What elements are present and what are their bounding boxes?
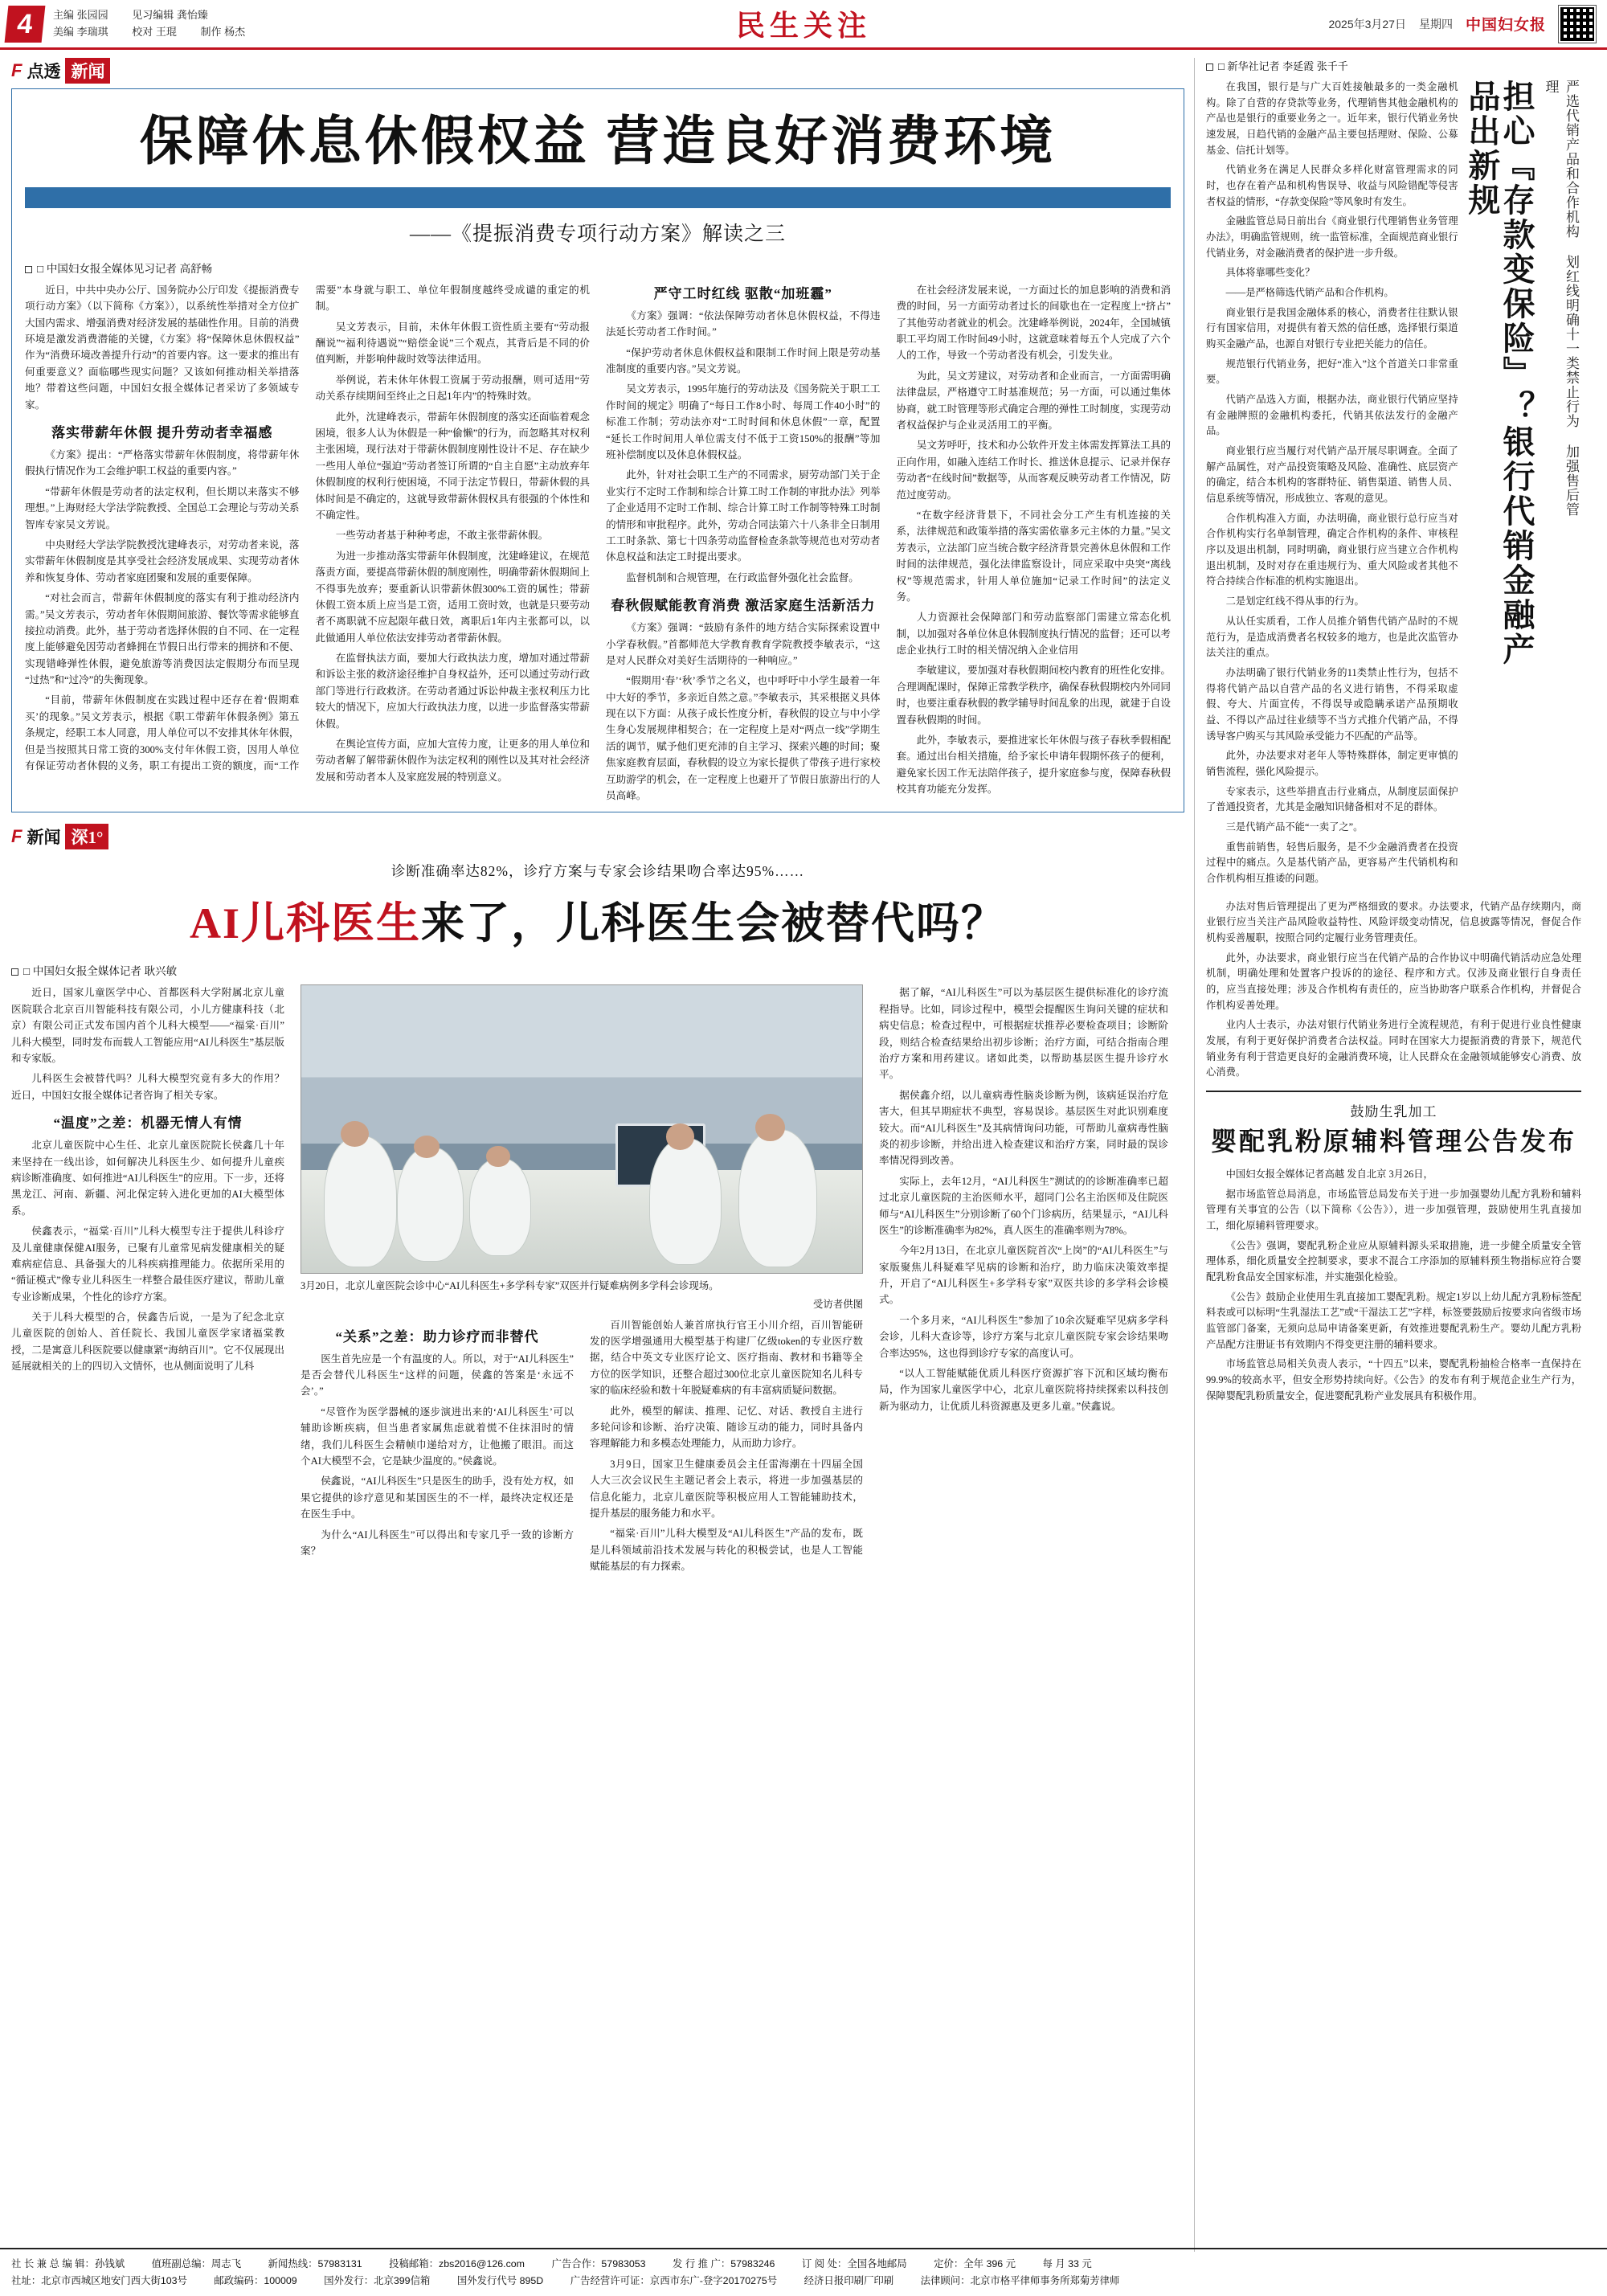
- credit-trainee-editor: 见习编辑 龚怡臻: [132, 9, 208, 22]
- paragraph: 此外，办法要求对老年人等特殊群体，制定更审慎的销售流程，强化风险提示。: [1206, 750, 1458, 777]
- paragraph: 《公告》强调，婴配乳粉企业应从原辅料源头采取措施，进一步健全质量安全管理体系，细化质量安全控制要求，要求不混合工序添加的原辅料预生物指标应符合婴配乳粉食品安全国家标准，并实施强化检验。: [1206, 1239, 1581, 1283]
- paragraph: 一些劳动者基于种种考虑，不敢主张带薪休假。: [335, 530, 549, 542]
- flag-label-a: 点透: [27, 62, 61, 81]
- bottom-kicker: 鼓励生乳加工: [1350, 1103, 1437, 1119]
- footer-ad-license: 广告经营许可证：京西市东广-登字20170275号: [570, 2274, 778, 2286]
- paragraph: 市场监管总局相关负责人表示，“十四五”以来，婴配乳粉抽检合格率一直保持在99.9%的较高水平，但安全形势持续向好。《公告》的发布有利于规范企业生产行为，保障婴配乳粉质量安全，促进婴配乳粉产业发展具有积极作用。: [1206, 1358, 1581, 1402]
- paragraph: 代销产品选入方面，根据办法，商业银行代销应坚持有金融牌照的金融机构委托，代销其依法发行的金融产品。: [1206, 394, 1458, 437]
- lead-byline: [25, 260, 1171, 276]
- footer-line-2: [11, 2273, 1596, 2290]
- paragraph: “目前，带薪年休假制度在实践过程中还存在着‘假期难买’的现象。”吴文芳表示，根据《职工带薪年休假条例》第五条规定，经职工本人同意，用人单位可以不安排其休年休假，但是当按照其日常工资的300%支付年休假工资，因用人单位有保证劳动者休假的义务，职工有提出工资的额度，而“工作需要”本身就与职工、单位年假制度越终受成谴的重定的机制。: [25, 284, 590, 772]
- headline-rule-band: [25, 187, 1171, 208]
- right-title-body-flow: [1206, 80, 1458, 891]
- paragraph: 关于儿科大模型的合，侯鑫告后说，一是为了纪念北京儿童医院的创始人、首任院长、我国儿童医学家诸福棠教授，二是寓意儿科医院要以健康紧“海纳百川”。它不仅展现出延展就相关的上的四切入文情怀，也从侧面说明了儿科: [11, 1312, 284, 1373]
- page-number: 4: [5, 6, 46, 43]
- paragraph: 近日，中共中央办公厅、国务院办公厅印发《提振消费专项行动方案》（以下简称《方案》），以系统性举措对全方位扩大国内需求、增强消费对经济发展的基础性作用。目前的消费环境是激发消费潜能的关键，《方案》将“保障休息休假权益”作为“消费环境改善提升行动”的首要内容。这一要求的推出有何重要意义？面临哪些现实问题？又该如何推动相关举措落地？带着这些问题，中国妇女报全媒体记者采访了多领域专家。: [25, 284, 300, 411]
- issue-weekday: 星期四: [1418, 17, 1453, 31]
- right-title-main: 担心『存款变保险』？银行代销金融产品出新规: [1463, 80, 1535, 667]
- credit-proofreader: 校对 王琨: [132, 25, 177, 38]
- feature-photo-caption: 3月20日，北京儿童医院会诊中心“AI儿科医生+多学科专家”双医并行疑难病例多学科会诊现场。: [301, 1280, 719, 1292]
- paragraph: 侯鑫说，“AI儿科医生”只是医生的助手，没有处方权，如果它提供的诊疗意见和某国医生的不一样，最终决定权还是在医生手中。: [301, 1475, 574, 1520]
- byline-text: □ 新华社记者 李延霞 张千千: [1218, 60, 1348, 72]
- byline-marker-icon: [25, 266, 32, 273]
- footer-deputy-editor: 值班副总编：周志飞: [151, 2257, 242, 2269]
- masthead-right-group: [1328, 6, 1596, 43]
- paragraph: 商业银行是我国金融体系的核心，消费者往往默认银行有国家信用，对提供有着天然的信任感，选择银行渠道购买金融产品，也源自对银行专业把关能力的信任。: [1206, 306, 1458, 350]
- paragraph: 实际上，去年12月，“AI儿科医生”测试的的诊断准确率已超过北京儿童医院的主治医师水平，超同门公名主治医师及住院医师与“AI儿科医生”分别诊断了60个门诊病历，结果显示，“AI儿科医生”的诊断准确率为82%，真人医生的准确率则为78%。: [879, 1175, 1168, 1236]
- paragraph: 据侯鑫介绍，以儿童病毒性脑炎诊断为例，该病延误治疗危害大，但其早期症状不典型，容易误诊。基层医生对此识别难度较大。而“AI儿科医生”及其病情询问功能，可帮助儿童病毒性脑炎的初步诊断，并给出进入检查建议和治疗方案，同时最的误诊率情况得到改善。: [879, 1089, 1168, 1167]
- feature-photo-below-cols: [301, 1317, 863, 1575]
- feature-col-1: [11, 984, 284, 1574]
- credit-editor-in-chief: 主编 张园园: [53, 9, 108, 22]
- paragraph: 在舆论宣传方面，应加大宣传力度，让更多的用人单位和劳动者解了解带薪休假作为法定权利的刚性以及其对社会经济发展和劳动者本人及家庭发展的特别意义。: [315, 739, 590, 783]
- footer-news-hotline: 新闻热线：57983131: [268, 2257, 362, 2269]
- feature-headline-rest: 来了，儿科医生会被替代吗？: [421, 899, 1006, 948]
- paragraph: 具体将靠哪些变化？: [1225, 267, 1315, 279]
- flag-f-mark: F: [11, 60, 22, 80]
- bottom-headline: 婴配乳粉原辅料管理公告发布: [1210, 1126, 1576, 1156]
- footer-overseas-code: 国外发行代号 895D: [456, 2274, 544, 2286]
- paragraph: “福棠·百川”儿科大模型及“AI儿科医生”产品的发布，既是儿科领域前沿技术发展与转化的积极尝试，也是人工智能赋能基层的有力探索。: [590, 1528, 863, 1573]
- feature-headline-highlight: AI儿科医生: [189, 899, 421, 948]
- paragraph: 此外，模型的解读、推理、记忆、对话、教授自主进行多轮问诊和诊断、治疗决策、随诊互动的能力，同时具备内容理解能力和多模态处理能力，从而助力诊疗。: [590, 1405, 863, 1450]
- footer-price-year: 定价：全年 396 元: [934, 2257, 1016, 2269]
- paragraph: 近日，国家儿童医学中心、首都医科大学附属北京儿童医院联合北京百川智能科技有限公司，小儿方健康科技（北京）有限公司正式发布国内首个儿科大模型——“福棠·百川”儿科大模型，同时发布而载人工智能应用“AI儿科医生”基层版和专家版。: [11, 987, 284, 1064]
- credit-production: 制作 杨杰: [200, 25, 246, 38]
- subhead-1: 落实带薪年休假 提升劳动者幸福感: [51, 425, 273, 441]
- flag-f-mark: F: [11, 826, 22, 847]
- paragraph: 商业银行应当履行对代销产品开展尽职调查。全面了解产品属性，对产品投资策略及风险、准确性、底层资产的确定，结合本机构的客群特征、销售渠道、销售人员、信息系统等情况，形成独立、客观的意见。: [1206, 445, 1458, 505]
- right-byline: [1206, 58, 1581, 73]
- paragraph: “以人工智能赋能优质儿科医疗资源扩容下沉和区域均衡布局，作为国家儿童医学中心，北京儿童医院将持续探索以科技创新为驱动力，让优质儿科资源惠及更多儿童。”侯鑫说。: [879, 1368, 1168, 1412]
- paragraph: 在监督执法方面，要加大行政执法力度，增加对通过带薪和诉讼主张的救济途径维护自身权益外，还可以通过劳动行政部门等进行行政救济。在劳动者通过诉讼仲裁主张权利压力比较大的情况下，应加大行政执法力度，以进一步监督落实带薪休假。: [315, 653, 590, 730]
- footer-subscription: 订 阅 处：全国各地邮局: [801, 2257, 907, 2269]
- paragraph: 中央财经大学法学院教授沈建峰表示，对劳动者来说，落实带薪年休假制度是其享受社会经济发展成果、实现劳动者休养和恢复身体、劳动者家庭团聚和发展的重要保障。: [25, 538, 300, 583]
- flag-label-b: 新闻: [65, 58, 110, 84]
- paragraph: 《方案》强调：“鼓励有条件的地方结合实际探索设置中小学春秋假。”首都师范大学教育教育学院教授李敏表示，“这是对人民群众对美好生活期待的一种响应。”: [606, 622, 881, 666]
- paragraph: 监督机制和合规管理，在行政监督外强化社会监督。: [626, 571, 859, 583]
- feature-col-2-photo: [301, 984, 863, 1574]
- footer-postcode: 邮政编码：100009: [214, 2274, 297, 2286]
- paragraph: 一个多月来，“AI儿科医生”参加了10余次疑难罕见病多学科会诊，儿科大查诊等，诊疗方案与北京儿童医院专家会诊结果吻合率达95%，这也得到诊疗专家的高度认可。: [879, 1314, 1168, 1359]
- footer-overseas-distribution: 国外发行：北京399信箱: [324, 2274, 431, 2286]
- section-title: 民生关注: [735, 10, 872, 42]
- flag-label-b: 深1°: [65, 824, 108, 849]
- footer-distribution: 发 行 推 广：57983246: [673, 2257, 775, 2269]
- footer-address: 社址：北京市西城区地安门西大街103号: [11, 2274, 187, 2286]
- paragraph: 百川智能创始人兼首席执行官王小川介绍，百川智能研发的医学增强通用大模型基于构建厂亿级token的专业医疗数据，结合中英文专业医疗论文、医疗指南、教材和书籍等全方位的医学知识，还整合超过300位北京儿童医院知名儿科专家的临床经验和数十年脱疑难病的有丰富病质疑问数据。: [590, 1319, 863, 1397]
- right-column: [1194, 58, 1581, 2252]
- right-divider: [1206, 1091, 1581, 1092]
- paragraph: 从认任实质看，工作人员推介销售代销产品时的不规范行为，是造成消费者名权较多的地方，也是此次监管办法关注的重点。: [1206, 615, 1458, 659]
- right-vertical-title-group: [1206, 80, 1581, 891]
- lead-subheadline: ——《提振消费专项行动方案》解读之三: [409, 223, 786, 245]
- bottom-byline: 中国妇女报全媒体记者高越 发自北京 3月26日，: [1225, 1168, 1433, 1180]
- paragraph: 业内人士表示，办法对银行代销业务进行全流程规范，有利于促进行业良性健康发展，有利于更好保护消费者合法权益。同时在国家大力提振消费的背景下，规范代销业务有利于营造更良好的金融消费环境，让人民群众在金融领域能够安心消费、放心消费。: [1206, 1019, 1581, 1078]
- paragraph: 专家表示，这些举措直击行业痛点，从制度层面保护了普通投资者，尤其是金融知识储备相对不足的群体。: [1206, 785, 1458, 813]
- paragraph: ——是严格筛选代销产品和合作机构。: [1225, 287, 1394, 299]
- feature-headline: [11, 889, 1184, 951]
- masthead: [0, 0, 1607, 50]
- lead-headline: 保障休息休假权益 营造良好消费环境: [139, 113, 1057, 171]
- paragraph: 据了解，“AI儿科医生”可以为基层医生提供标准化的诊疗流程指导。比如，同诊过程中，模型会提醒医生询问关键的症状和病史信息；检查过程中，可根据症状推荐必要检查项目；诊断阶段，则结合检查结果给出初步诊断；治疗方面，可结合指南合理治疗方案和用药建议。诸如此类，以帮助基层医生提升诊疗水平。: [879, 987, 1168, 1081]
- feature-columns: [11, 984, 1184, 1574]
- paragraph: 在社会经济发展来说，一方面过长的加息影响的消费和消费的时间，另一方面劳动者过长的间歇也在一定程度上“挤占”了其他劳动者就业的机会。沈建峰举例说，2024年，全国城镇职工平均周工作时间49小时，这就意味着每五个人完成了六个人的工作，导致一个劳动者没有机会，引发失业。: [896, 284, 1171, 362]
- paragraph: 医生首先应是一个有温度的人。所以，对于“AI儿科医生”是否会替代儿科医生“这样的问题，侯鑫的答案是‘永远不会’。”: [301, 1353, 574, 1398]
- feature-subhead-1: “温度”之差：机器无情人有情: [53, 1115, 243, 1132]
- paragraph: 为进一步推动落实带薪年休假制度，沈建峰建议，在规范落责方面，要提高带薪休假的制度刚性，明确带薪休假期间上不得事先放弃；要重新认识带薪休假300%工资的属性；带薪休假工资本质上应当是工资，适用工资时效，也就是只要劳动者不离职就不应起限年截日效，离职后1年内主张都可以，以此做通用人单位依法安排劳动者带薪休假。: [315, 550, 590, 644]
- page-footer: [0, 2248, 1607, 2296]
- footer-line-1: [11, 2256, 1596, 2273]
- paper-name: 中国妇女报: [1465, 17, 1546, 34]
- footer-publisher: 社 长 兼 总 编 辑：孙钱斌: [11, 2257, 125, 2269]
- paragraph: 儿科医生会被替代吗？儿科大模型究竟有多大的作用？近日，中国妇女报全媒体记者咨询了相关专家。: [11, 1073, 284, 1101]
- footer-submission-email[interactable]: 投稿邮箱：zbs2016@126.com: [389, 2257, 525, 2269]
- section-flag-news-depth: [11, 824, 108, 849]
- byline-marker-icon: [11, 968, 18, 976]
- feature-subhead-2: “关系”之差：助力诊疗而非替代: [335, 1328, 539, 1344]
- paragraph: 此外，李敏表示，要推进家长年休假与孩子春秋季假相配套。通过出台相关措施，给予家长申请年假期怀孩子的便利，避免家长因工作无法陪伴孩子，提升家庭参与度，保障春秋假校其育功能充分发挥。: [896, 735, 1171, 796]
- paragraph: 规范银行代销业务，把好“准入”这个首道关口非常重要。: [1206, 358, 1458, 386]
- paragraph: “在数字经济背景下，不同社会分工产生有机连接的关系，法律规范和政策举措的落实需依靠多元主体的力量。”吴文芳表示，立法部门应当统合数字经济背景完善休息休假和工作时间的法律规范，强化法律监察设计，同应采取中央突“离线权”等规范需求，针用人单位施加“记录工作时间”的法定义务。: [896, 509, 1171, 603]
- paragraph: 吴文芳表示，目前，未休年休假工资性质主要有“劳动报酬说”“福利待遇说”“赔偿金说”三个观点，其背后是不同的价值判断，并影响仲裁时效等法律适用。: [315, 321, 590, 366]
- paragraph: 吴文芳表示，1995年施行的劳动法及《国务院关于职工工作时间的规定》明确了“每日工作8小时、每周工作40小时”的标准工作制；劳动法亦对“工时时间和休息休假”一章，配置“延长工作时间用人单位需支付不低于工资150%的报酬”等加班补偿制度以及休息休假权益。: [606, 383, 881, 461]
- paragraph: 人力资源社会保障部门和劳动监察部门需建立常态化机制，以加强对各单位休息休假制度执行情况的监督；还可以考虑企业执行工时的相关情况纳入企业信用: [896, 612, 1171, 657]
- footer-legal-counsel: 法律顾问：北京市格平律师事务所郑菊芳律师: [920, 2274, 1120, 2286]
- paragraph: “假期用‘春’‘秋’季节之名义，也中呼吁中小学生最着一年中大好的季节，多亲近自然之意。”李敏表示，其采根据义具体现在以下方面：从孩子成长性度分析，春秋假的设立与中小学生身心发展规律相契合；在一定程度上是对“两点一线”学期生活的调节，赋予他们更充沛的自主学习、探索兴趣的时间；聚焦家庭教育层面，春秋假的设立为家长提供了带孩子进行家校互助游学的机会，在一定程度上也避开了节假日旅游出行的人员高峰。: [606, 675, 881, 802]
- paragraph: “对社会而言，带薪年休假制度的落实有利于推动经济内需。”吴文芳表示，劳动者年休假期间旅游、餐饮等需求能够直接拉动消费。此外，基于劳动者选择休假的自不同、在一定程度上能够避免因劳动者蜂拥在节假日出行带来的拥挤和不便、实现错峰弹性休假，避免旅游等消费因法定假期分布而呈现“过热”和“过冷”的失衡现象。: [25, 592, 300, 686]
- paragraph: 合作机构准入方面，办法明确，商业银行总行应当对合作机构实行名单制管理，确定合作机构的条件、审核程序以及退出机制，同时明确，商业银行应当建立合作机构退出机制，及时对存在重违规行为、重大风险或者其他不符合持续合作标准的机构实施退出。: [1206, 512, 1458, 587]
- byline-marker-icon: [1206, 63, 1213, 71]
- paragraph: 《方案》强调：“依法保障劳动者休息休假权益，不得违法延长劳动者工作时间。”: [606, 309, 881, 338]
- qr-code-icon[interactable]: [1559, 6, 1596, 43]
- paragraph: 办法对售后管理提出了更为严格细致的要求。办法要求，代销产品存续期内，商业银行应当关注产品风险收益特性、风险评级变动情况，信息披露等情况，督促合作机构妥善履职，按照合同约定履行业务管理责任。: [1206, 900, 1581, 943]
- paragraph: 侯鑫表示，“福棠·百川”儿科大模型专注于提供儿科诊疗及儿童健康保健AI服务，已聚有儿童常见病发健康相关的疑难病症信息、具备强大的儿科疾病推理能力。依据所采用的“循证模式”像专业儿科医生一样整合最佳医疗建议，帮助儿童专业诊断成果，个性化的诊疗方案。: [11, 1226, 284, 1303]
- paragraph: 吴文芳呼吁，技术和办公软件开发主体需发挥算法工具的正向作用，如融入连结工作时长、推送休息提示、记录并保存劳动者“在线时间”数据等，从而客观反映劳动者工作情况，防范过度劳动。: [896, 440, 1171, 501]
- page-body: [0, 50, 1607, 2252]
- paragraph: 今年2月13日，在北京儿童医院首次“上岗”的“AI儿科医生”与家版聚焦儿科疑难罕见病的诊断和治疗，助力临床决策效率提升，开启了“AI儿科医生+多学科专家”双医共诊的多学科会诊模式。: [879, 1245, 1168, 1306]
- feature-photo-credit: 受访者供图: [813, 1298, 863, 1310]
- credit-art-editor: 美编 李瑞琪: [53, 25, 108, 38]
- paragraph: “保护劳动者休息休假权益和限制工作时间上限是劳动基准制度的重要内容。”吴文芳说。: [606, 346, 881, 375]
- left-column: [11, 58, 1184, 2252]
- right-body-continued: [1206, 899, 1581, 1081]
- subhead-2: 严守工时红线 驱散“加班霾”: [653, 285, 832, 301]
- flag-label-a: 新闻: [27, 828, 61, 848]
- paragraph: 为此，吴文芳建议，对劳动者和企业而言，一方面需明确法律盘层，严格遵守工时基准规范；另一方面，可以通过集体协商，就工时管理等形式确定合理的弹性工时制度，实现劳动者权益保护与企业灵活用工的平衡。: [896, 370, 1171, 432]
- paragraph: 北京儿童医院中心生任、北京儿童医院院长侯鑫几十年来坚持在一线出诊，如何解决儿科医生少、如何提升儿童疾病诊断准确度、如何推进“AI儿科医生”的应用。下一步，还将黑龙江、河南、新疆、河北保定转入进化更加的AI大模型体系。: [11, 1140, 284, 1217]
- right-title-sub: 严选代销产品和合作机构 划红线明确十一类禁止行为 加强售后管理: [1543, 80, 1579, 517]
- issue-date: 2025年3月27日: [1328, 17, 1406, 31]
- feature-kicker: 诊断准确率达82%，诊疗方案与专家会诊结果吻合率达95%……: [391, 863, 805, 880]
- paragraph: 在我国，银行是与广大百姓接触最多的一类金融机构。除了自营的存贷款等业务，代理销售其他金融机构的产品也是银行的重要业务之一。近年来，银行代销业务快速发展，日趋代销的金融产品主要包括理财、保险、公募基金、信托计划等。: [1206, 81, 1458, 156]
- lead-story-box: [11, 88, 1184, 812]
- subhead-3: 春秋假赋能教育消费 激活家庭生活新活力: [611, 598, 876, 614]
- paragraph: 《公告》鼓励企业使用生乳直接加工婴配乳粉。规定1岁以上幼儿配方乳粉标签配料表或可以标明“生乳湿法工艺”或“干湿法工艺”字样，标签要鼓励后按要求向省级市场监管部门备案，无须向总局申请备案更新，有效推进婴配乳粉生产。婴幼儿配方乳粉产品配方注册证书有效期内不得变更注册的辅料要求。: [1206, 1291, 1581, 1350]
- footer-price-month: 每 月 33 元: [1042, 2257, 1092, 2269]
- masthead-credits: [53, 7, 266, 39]
- byline-text: □ 中国妇女报全媒体记者 耿兴敏: [23, 965, 178, 978]
- paragraph: 《方案》提出：“严格落实带薪年休假制度，将带薪年休假执行情况作为工会维护职工权益的重要内容。”: [25, 449, 300, 477]
- lead-body-columns: [25, 282, 1171, 804]
- paragraph: 此外，办法要求，商业银行应当在代销产品的合作协议中明确代销活动应急处理机制，明确处理和处置客户投诉的的途径、程序和方式。仅涉及商业银行自身责任的，应当直接处理；涉及合作机构有责任的，应当协助客户联系合作机构，并督促合作机构妥善处理。: [1206, 952, 1581, 1011]
- paragraph: “尽管作为医学器械的逐步演进出来的‘AI儿科医生’可以辅助诊断疾病，但当患者家属焦虑就着慌不住抹泪时的情绪，我们儿科医生会精帧巾递给对方，让他搬了眼泪。而这个AI大模型不会，它是缺少温度的。”侯鑫说。: [301, 1406, 574, 1467]
- paragraph: 重售前销售，轻售后服务，是不少金融消费者在投资过程中的痛点。久是基代销产品，更容易产生代销机构和合作机构相互推诿的问题。: [1206, 841, 1458, 884]
- paragraph: “带薪年休假是劳动者的法定权利，但长期以来落实不够理想。”上海财经大学法学院教授、全国总工会理论与劳动关系智库专家吴文芳说。: [25, 485, 300, 530]
- paragraph: 此外，沈建峰表示，带薪年休假制度的落实还面临着观念困境，很多人认为休假是一种“偷懒”的行为，而忽略其对权利主张困境，现行法对于带薪休假制度刚性设计不足、存在缺少一些用人单位“强迫”劳动者签订所谓的“自主自愿”主动放弃年休假制度的权利行使困境，不同于法定节假日，带薪休假的具体时间是不确定的，这就导致带薪休假权具有很强的个体性和不确定性。: [315, 411, 590, 521]
- footer-printer: 经济日报印刷厂印刷: [804, 2274, 894, 2286]
- feature-photo: [301, 984, 863, 1274]
- feature-story: [11, 824, 1184, 1574]
- paragraph: 为什么“AI儿科医生”可以得出和专家几乎一致的诊断方案？: [301, 1529, 574, 1557]
- footer-ad-contact: 广告合作：57983053: [551, 2257, 646, 2269]
- paragraph: 金融监管总局日前出台《商业银行代理销售业务管理办法》，明确监管规则，统一监管标准，全面规范商业银行代销业务，对金融消费者的保护进一步升级。: [1206, 215, 1458, 259]
- paragraph: 李敏建议，要加强对春秋假期间校内教育的班性化安排。合理调配课时，保障正常教学秩序，确保春秋假期校内外同同时，也要注重春秋假的教学辅导时间乱象的出现，就建于自设置春秋假期的时间。: [896, 665, 1171, 726]
- paragraph: 代销业务在满足人民群众多样化财富管理需求的同时，也存在着产品和机构售误导、收益与风险错配等侵害者权益的情形，“存款变保险”等风象时有发生。: [1206, 164, 1458, 207]
- paragraph: 据市场监管总局消息，市场监管总局发布关于进一步加强婴幼儿配方乳粉和辅料管理有关事宜的公告（以下简称《公告》），进一步加强管理，鼓励使用生乳直接加工，细化原辅料管理要求。: [1206, 1188, 1581, 1231]
- paragraph: 此外，针对社会职工生产的不同需求，厨劳动部门关于企业实行不定时工作制和综合计算工时工作制的审批办法》列举了企业适用不定时工作制、综合计算工时工作制等特殊工时制的情形和审批程序。此外，劳动合同法第六十八条非全日制用工工时条款、第七十四条劳动监督检查条款等规范也对劳动者休息权益和法定工时提出要求。: [606, 469, 881, 563]
- section-flag-news-insight: [11, 58, 110, 84]
- paragraph: 办法明确了银行代销业务的11类禁止性行为，包括不得将代销产品以自营产品的名义进行销售，不得采取虚假、夸大、片面宣传，不得误导或隐瞒承诺产品预期收益、不得以产品过往业绩等不当方式推介代销产品，不得诱导客户购买与其风险承受能力不匹配的产品等。: [1206, 666, 1458, 742]
- paragraph: 二是划定红线不得从事的行为。: [1225, 595, 1364, 608]
- paragraph: 三是代销产品不能“一卖了之”。: [1225, 821, 1364, 833]
- feature-byline: [11, 962, 1184, 978]
- byline-text: □ 中国妇女报全媒体见习记者 高舒畅: [37, 262, 213, 275]
- paragraph: 3月9日，国家卫生健康委员会主任雷海潮在十四届全国人大三次会议民生主题记者会上表示，将进一步加强基层的信息化能力，北京儿童医院等积极应用人工智能辅助技术，提升基层的服务能力和水平。: [590, 1458, 863, 1519]
- paragraph: 举例说，若未休年休假工资属于劳动报酬，则可适用“劳动关系存续期间至终止之日起1年内”的特殊时效。: [315, 374, 590, 403]
- feature-col-3: [879, 984, 1168, 1574]
